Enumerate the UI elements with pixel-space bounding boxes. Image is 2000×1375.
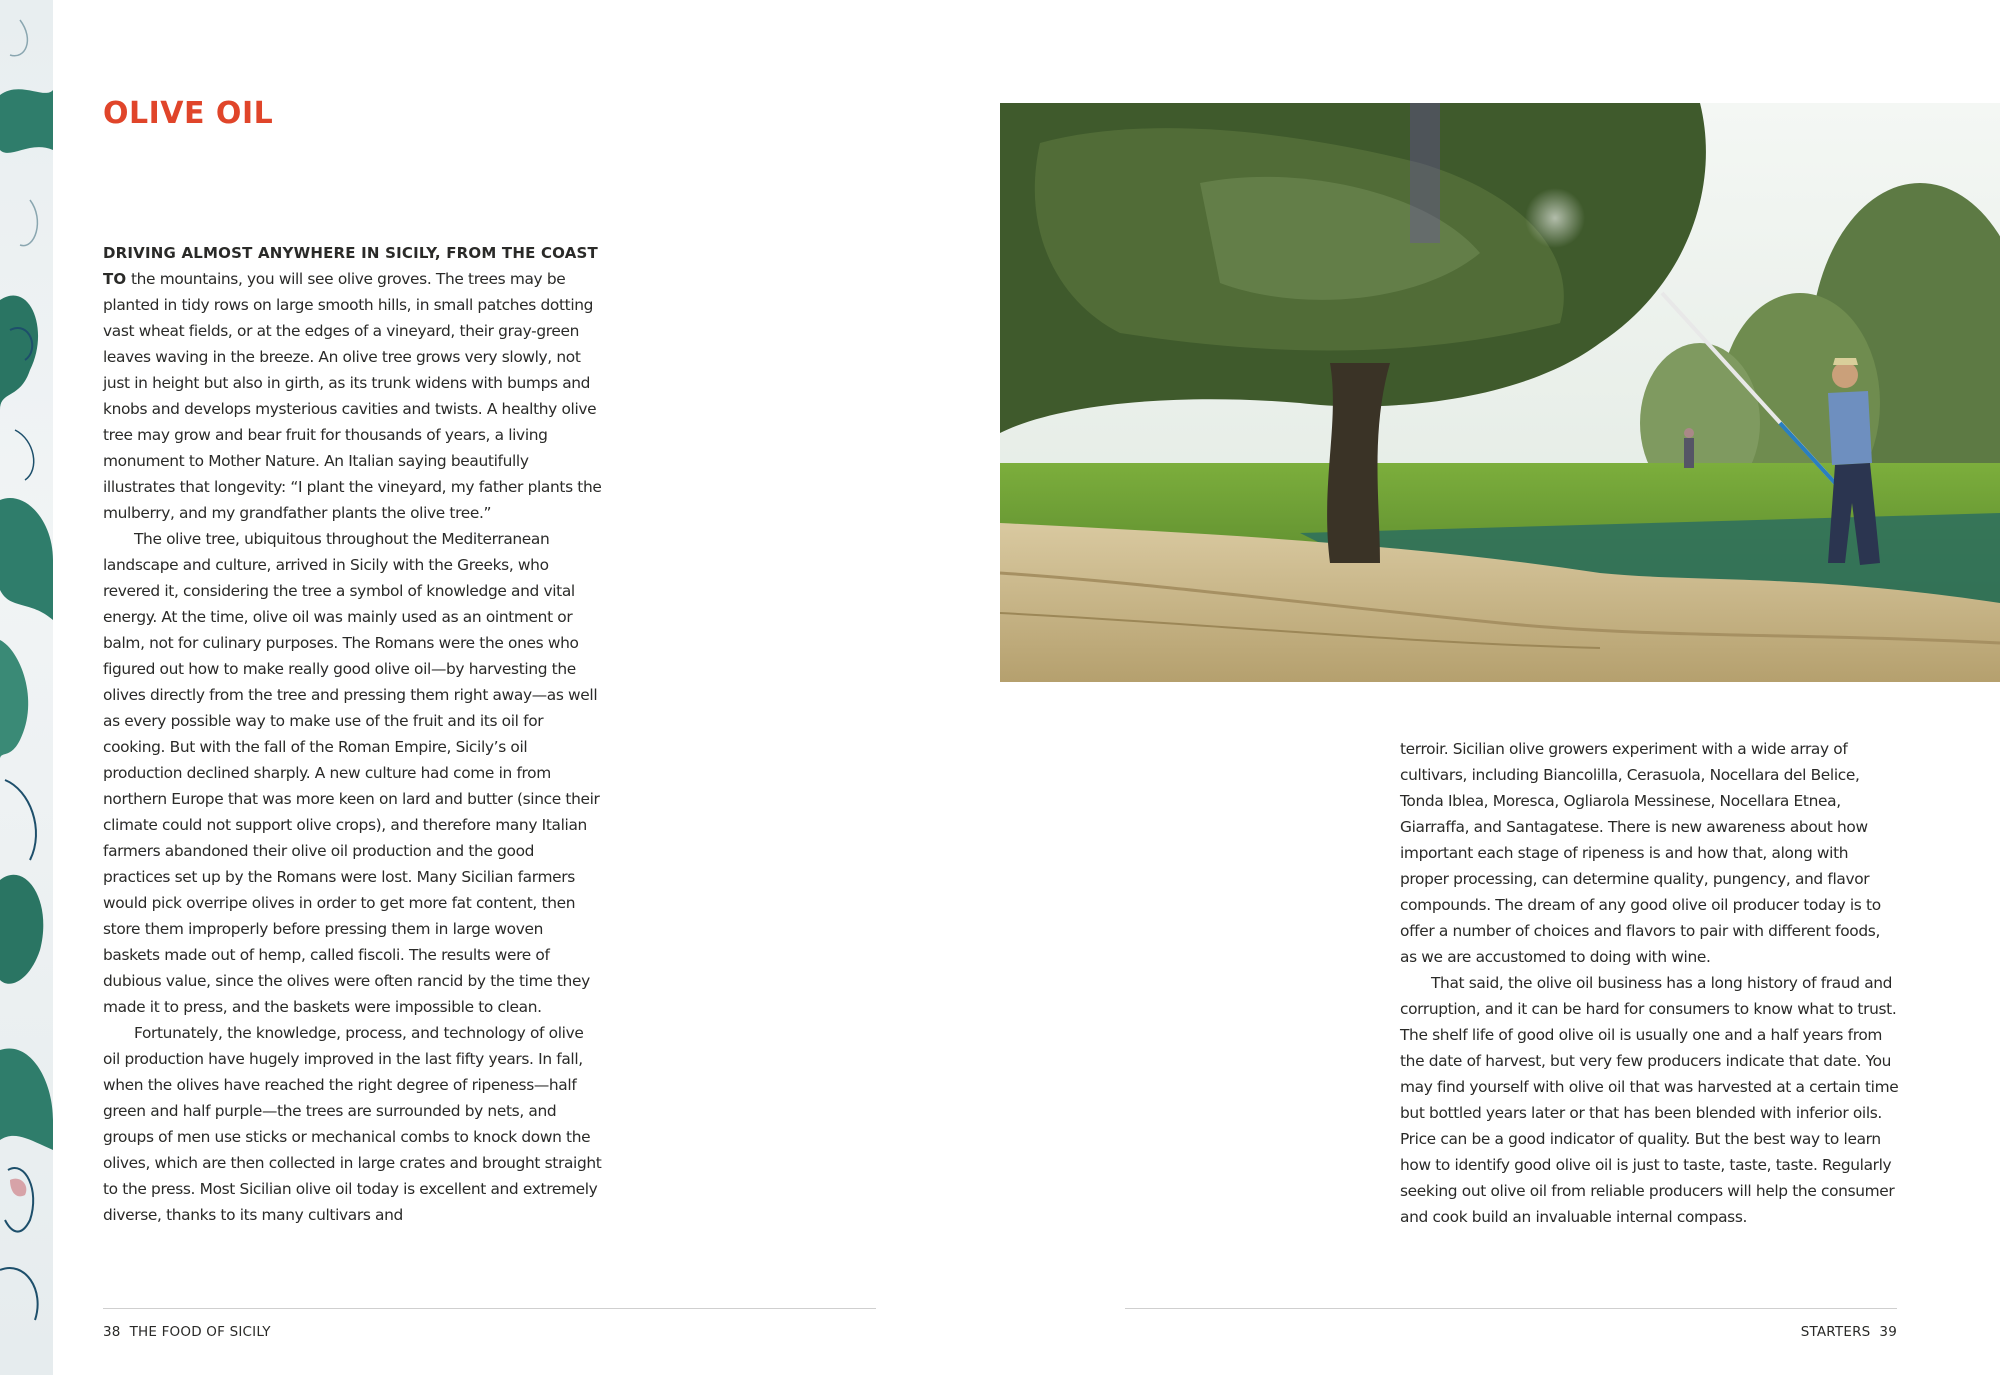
paragraph-2: The olive tree, ubiquitous throughout the Mediterranean landscape and culture, arrived in Sicily with the Greeks, who revered it, considering the tree a symbol of knowledge and vital energy. At the time, olive oil was mainly used as an ointment or balm, not for culinary purposes. The Romans were the ones who figured out how to make really good olive oil—by harvesting the olives directly from the tree and pressing them right away—as well as every possible way to make use of the fruit and its oil for cooking. But with the fall of the Roman Empire, Sicily’s oil production declined sharply. A new culture had come in from northern Europe that was more keen on lard and butter (since their climate could not support olive crops), and therefore many Italian farmers abandoned their olive oil production and the good practices set up by the Romans were lost. Many Sicilian farmers would pick overripe olives in order to get more fat content, then store them improperly before pressing them in large woven baskets made out of hemp, called fiscoli. The results were of dubious value, since the olives were often rancid by the time they made it to press, and the baskets were impossible to clean. <box>103 530 600 1016</box>
paragraph-4: terroir. Sicilian olive growers experiment with a wide array of cultivars, including Biancolilla, Cerasuola, Nocellara del Belice, Tonda Iblea, Moresca, Ogliarola Messinese, Nocellara Etnea, Giarraffa, and Santagatese. There is new awareness about how important each stage of ripeness is and how that, along with proper processing, can determine quality, pungency, and flavor compounds. The dream of any good olive oil producer today is to offer a number of choices and flavors to pair with different foods, as we are accustomed to doing with wine. <box>1400 740 1881 966</box>
right-page-number: 39 <box>1879 1324 1897 1340</box>
left-page-number: 38 <box>103 1324 121 1340</box>
right-folio <box>1801 1324 1897 1340</box>
left-text-column <box>103 240 603 1228</box>
olive-grove-image <box>1000 103 2000 682</box>
right-text-column <box>1400 736 1900 1230</box>
paragraph-3: Fortunately, the knowledge, process, and technology of olive oil production have hugely improved in the last fifty years. In fall, when the olives have reached the right degree of ripeness—half green and half purple—the trees are surrounded by nets, and groups of men use sticks or mechanical combs to knock down the olives, which are then collected in large crates and brought straight to the press. Most Sicilian olive oil today is excellent and extremely diverse, thanks to its many cultivars and <box>103 1024 602 1224</box>
lead-in-caps: DRIVING ALMOST ANYWHERE IN SICILY, FROM THE COAST TO <box>103 244 598 288</box>
olive-harvest-photo <box>1000 103 2000 682</box>
tile-pattern-icon <box>0 0 53 1375</box>
footer-rule-right <box>1125 1308 1897 1309</box>
page-title: OLIVE OIL <box>103 96 274 131</box>
left-folio <box>103 1324 271 1340</box>
paragraph-1-text: the mountains, you will see olive groves. The trees may be planted in tidy rows on large smooth hills, in small patches dotting vast wheat fields, or at the edges of a vineyard, their gray-green leaves waving in the breeze. An olive tree grows very slowly, not just in height but also in girth, as its trunk widens with bumps and knobs and develops mysterious cavities and twists. A healthy olive tree may grow and bear fruit for thousands of years, a living monument to Mother Nature. An Italian saying beautifully illustrates that longevity: “I plant the vineyard, my father plants the mulberry, and my grandfather plants the olive tree.” <box>103 270 602 522</box>
paragraph-5: That said, the olive oil business has a long history of fraud and corruption, and it can be hard for consumers to know what to trust. The shelf life of good olive oil is usually one and a half years from the date of harvest, but very few producers indicate that date. You may find yourself with olive oil that was harvested at a certain time but bottled years later or that has been blended with inferior oils. Price can be a good indicator of quality. But the best way to learn how to identify good olive oil is just to taste, taste, taste. Regularly seeking out olive oil from reliable producers will help the consumer and cook build an invaluable internal compass. <box>1400 974 1899 1226</box>
right-running-head: STARTERS <box>1800 1324 1871 1340</box>
decorative-tile-strip <box>0 0 53 1375</box>
left-running-head: THE FOOD OF SICILY <box>129 1324 271 1340</box>
footer-rule-left <box>103 1308 876 1309</box>
paragraph-1 <box>103 240 603 526</box>
